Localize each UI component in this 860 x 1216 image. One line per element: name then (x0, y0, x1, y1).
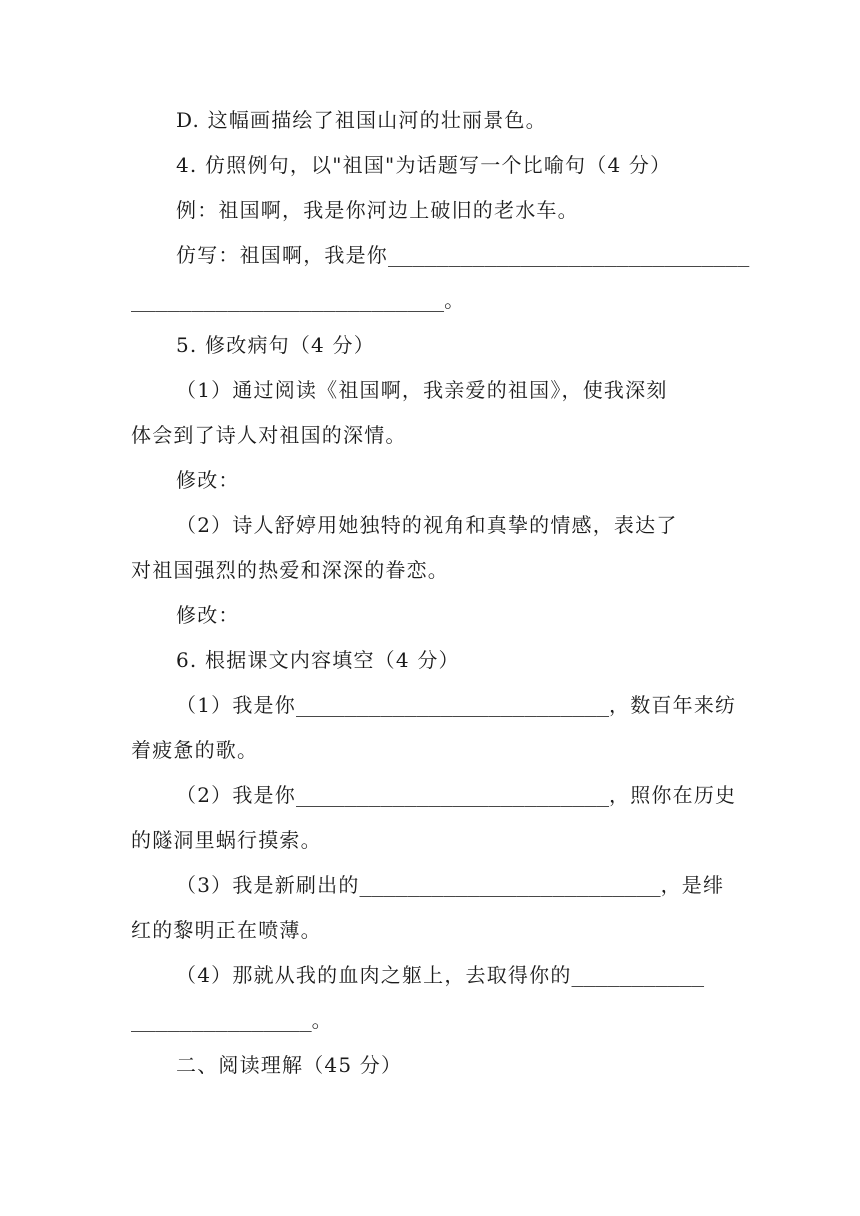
revision-label: 修改： (176, 603, 240, 627)
fill-blank-2-suffix: ，照你在历史 (609, 783, 737, 807)
period-mark: 。 (444, 288, 466, 312)
imitation-blank-continued: __________________________ (131, 288, 445, 312)
fill-blank-1-continued: 着疲惫的歌。 (131, 738, 259, 762)
fill-blank-4-prefix: （4）那就从我的血肉之躯上，去取得你的 (176, 963, 572, 987)
fill-blank-1-prefix: （1）我是你 (176, 693, 296, 717)
fill-blank-2-continued: 的隧洞里蜗行摸索。 (131, 828, 322, 852)
fill-blank-2-blank: __________________________ (295, 783, 610, 807)
fill-blank-4-blank: ___________ (571, 963, 704, 987)
fill-blank-3-continued: 红的黎明正在喷薄。 (131, 918, 322, 942)
fill-blank-4-continued (131, 1005, 333, 1035)
fill-blank-3-suffix: ，是绯 (660, 873, 725, 897)
period-mark: 。 (311, 1008, 333, 1032)
fill-blank-3-prefix: （3）我是新刷出的 (176, 873, 360, 897)
sentence-2: （2）诗人舒婷用她独特的视角和真挚的情感，表达了 (176, 513, 678, 537)
example-sentence: 例：祖国啊，我是你河边上破旧的老水车。 (176, 198, 579, 222)
question-4-title: 4. 仿照例句，以"祖国"为话题写一个比喻句（4 分） (176, 153, 672, 177)
sentence-1: （1）通过阅读《祖国啊，我亲爱的祖国》，使我深刻 (176, 378, 668, 402)
sentence-1-continued: 体会到了诗人对祖国的深情。 (131, 423, 407, 447)
section-2-heading: 二、阅读理解（45 分） (176, 1053, 403, 1077)
option-d-line: D. 这幅画描绘了祖国山河的壮丽景色。 (176, 108, 547, 132)
imitation-line-continued (131, 285, 465, 315)
fill-blank-4-blank-continued: _______________ (131, 1008, 312, 1032)
fill-blank-1 (176, 690, 736, 720)
imitation-prompt: 仿写：祖国啊，我是你 (176, 243, 388, 267)
imitation-line (176, 240, 749, 270)
imitation-blank: ______________________________ (388, 243, 750, 267)
fill-blank-3-blank: _________________________ (359, 873, 661, 897)
question-6-title: 6. 根据课文内容填空（4 分） (176, 648, 460, 672)
question-5-title: 5. 修改病句（4 分） (176, 333, 375, 357)
fill-blank-2-prefix: （2）我是你 (176, 783, 296, 807)
fill-blank-1-blank: __________________________ (295, 693, 610, 717)
fill-blank-4 (176, 960, 704, 990)
fill-blank-1-suffix: ，数百年来纺 (609, 693, 737, 717)
sentence-2-continued: 对祖国强烈的热爱和深深的眷恋。 (131, 558, 449, 582)
revision-label: 修改： (176, 468, 240, 492)
fill-blank-3 (176, 870, 724, 900)
fill-blank-2 (176, 780, 736, 810)
